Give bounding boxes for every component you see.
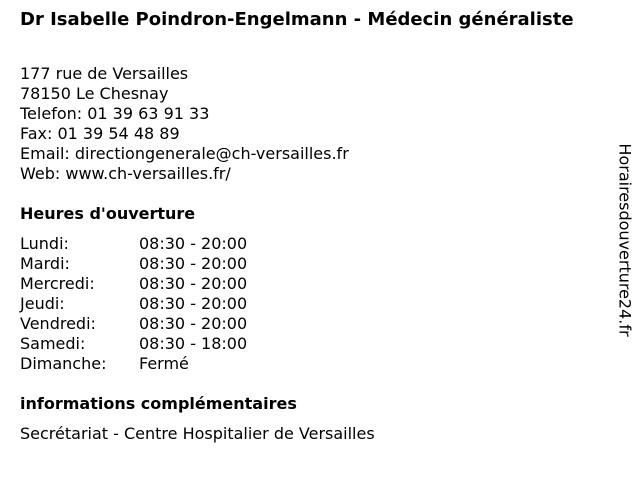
day-label: Dimanche: <box>20 354 107 373</box>
address-city: 78150 Le Chesnay <box>20 84 169 103</box>
day-hours: 08:30 - 20:00 <box>139 234 248 253</box>
day-hours: 08:30 - 18:00 <box>139 334 248 353</box>
contact-block <box>20 64 349 184</box>
day-hours: 08:30 - 20:00 <box>139 254 248 273</box>
fax-number: Fax: 01 39 54 48 89 <box>20 124 180 143</box>
day-label: Lundi: <box>20 234 69 253</box>
day-label: Mercredi: <box>20 274 95 293</box>
day-label: Vendredi: <box>20 314 96 333</box>
additional-info-text: Secrétariat - Centre Hospitalier de Versailles <box>20 424 375 443</box>
hours-row-monday <box>20 234 247 254</box>
email-address: Email: directiongenerale@ch-versailles.fr <box>20 144 349 163</box>
hours-row-wednesday <box>20 274 247 294</box>
day-hours: 08:30 - 20:00 <box>139 294 248 313</box>
address-street: 177 rue de Versailles <box>20 64 189 83</box>
day-hours: 08:30 - 20:00 <box>139 274 248 293</box>
hours-row-sunday <box>20 354 247 374</box>
opening-hours-heading: Heures d'ouverture <box>20 204 196 223</box>
day-label: Samedi: <box>20 334 86 353</box>
day-hours: Fermé <box>139 354 189 373</box>
opening-hours-table <box>20 234 247 374</box>
day-label: Mardi: <box>20 254 70 273</box>
hours-row-thursday <box>20 294 247 314</box>
phone-number: Telefon: 01 39 63 91 33 <box>20 104 210 123</box>
hours-row-friday <box>20 314 247 334</box>
hours-row-saturday <box>20 334 247 354</box>
site-watermark: Horairesdouverture24.fr <box>615 143 635 337</box>
additional-info-heading: informations complémentaires <box>20 394 297 413</box>
day-hours: 08:30 - 20:00 <box>139 314 248 333</box>
day-label: Jeudi: <box>20 294 65 313</box>
page-title: Dr Isabelle Poindron-Engelmann - Médecin généraliste <box>20 9 574 30</box>
website: Web: www.ch-versailles.fr/ <box>20 164 231 183</box>
hours-row-tuesday <box>20 254 247 274</box>
